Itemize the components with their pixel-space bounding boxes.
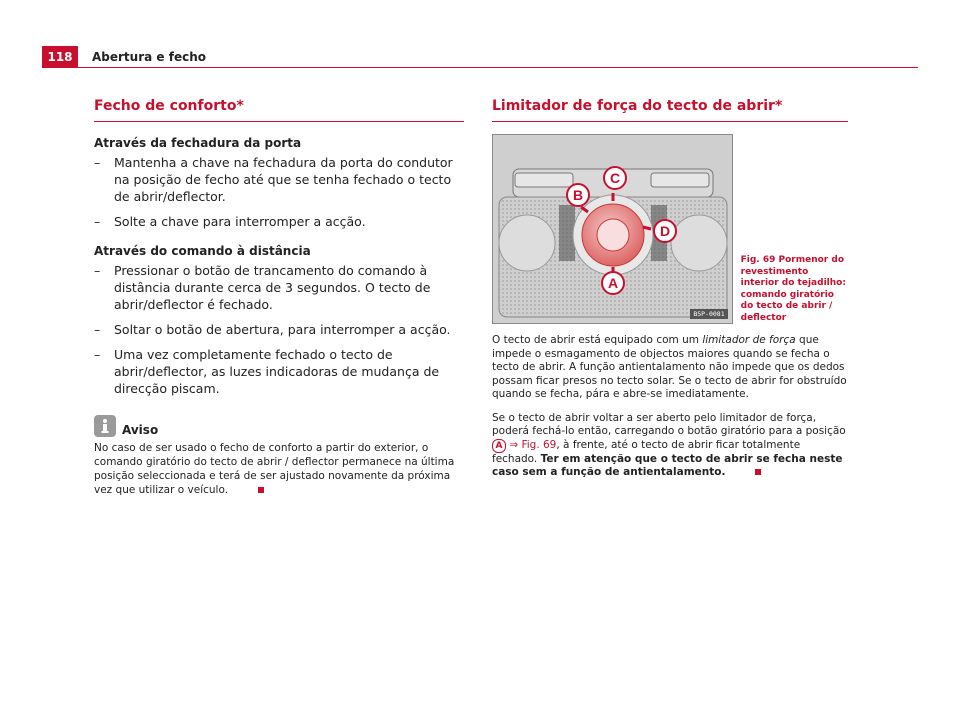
note-box: [94, 415, 464, 497]
step-dash: –: [94, 263, 101, 278]
step-text: Uma vez completamente fechado o tecto de abrir/deflector, as luzes indicadoras de mudança de direcção piscam.: [114, 347, 440, 396]
note-text: No caso de ser usado o fecho de conforto a partir do exterior, o comando giratório do tecto de abrir / deflector permanece na última posição seleccionada e terá de ser ajustado novamente da próxima vez que utilizar o veículo.: [94, 442, 455, 496]
step-text: Solte a chave para interromper a acção.: [114, 214, 366, 229]
figure-label-c: [604, 167, 626, 189]
figure-label-b-text: B: [572, 187, 584, 203]
section-rule: [94, 121, 464, 122]
step-dash: –: [94, 322, 101, 337]
note-title: Aviso: [122, 423, 159, 437]
header-title: Abertura e fecho: [92, 50, 206, 64]
end-of-section-marker: [258, 487, 264, 493]
step-item: [94, 346, 464, 397]
step-item: [94, 262, 464, 313]
paragraph-limiter: [492, 334, 848, 402]
figure-reference-link[interactable]: ⇒ Fig. 69: [506, 438, 557, 451]
subhead-remote: Através do comando à distância: [94, 244, 311, 258]
figure-label-c-text: C: [609, 170, 621, 186]
step-text: Mantenha a chave na fechadura da porta do condutor na posição de fecho até que se tenha fechado o tecto de abrir/deflector.: [114, 155, 453, 204]
note-body: [94, 441, 464, 497]
section-title-comfort-close: Fecho de conforto*: [94, 98, 244, 114]
step-dash: –: [94, 214, 101, 229]
para2-pre: Se o tecto de abrir voltar a ser aberto pelo limitador de força, poderá fechá-lo então, carregando o botão giratório para a posição: [492, 411, 846, 437]
figure-label-a-text: A: [607, 275, 619, 291]
subhead-door-lock: Através da fechadura da porta: [94, 136, 302, 150]
paragraph-reclose: [492, 412, 848, 480]
page-number: 118: [42, 46, 78, 68]
figure-row: [492, 134, 848, 324]
note-header: [94, 415, 464, 437]
left-column: [94, 98, 464, 497]
step-text: Soltar o botão de abertura, para interromper a acção.: [114, 322, 451, 337]
step-dash: –: [94, 347, 101, 362]
step-item: [94, 321, 464, 338]
step-text: Pressionar o botão de trancamento do comando à distância durante cerca de 3 segundos. O tecto de abrir/deflector é fechado.: [114, 263, 431, 312]
position-a-badge: A: [492, 439, 506, 453]
para1-pre: O tecto de abrir está equipado com um: [492, 334, 703, 346]
figure-roof-console: [492, 134, 733, 324]
step-item: [94, 154, 464, 205]
section-title-force-limiter: Limitador de força do tecto de abrir*: [492, 98, 783, 114]
para1-post: que impede o esmagamento de objectos maiores quando se fecha o tecto de abrir. A função antientalamento não impede que os dedos possam ficar presos no tecto solar. Se o tecto de abrir for obstruído quando se fecha, pára e abre-se imediatamente.: [492, 334, 847, 400]
para2-warning: Ter em atenção que o tecto de abrir se fecha neste caso sem a função de antientalamento.: [492, 452, 843, 478]
figure-label-b: [567, 184, 589, 206]
step-dash: –: [94, 155, 101, 170]
figure-label-a: [602, 272, 624, 294]
info-icon: [94, 415, 116, 437]
figure-code: B5P-0081: [690, 309, 727, 319]
para2-mid: , à frente, até o tecto de abrir ficar totalmente fechado.: [492, 438, 801, 465]
figure-label-d: [654, 220, 676, 242]
figure-caption: Fig. 69 Pormenor do revestimento interior do tejadilho: comando giratório do tecto de abrir / deflector: [740, 255, 846, 323]
header-rule: [42, 67, 918, 68]
figure-label-d-text: D: [659, 223, 671, 239]
para1-em: limitador de força: [702, 334, 796, 346]
roof-console-illustration: [493, 135, 733, 323]
right-column: [492, 98, 848, 480]
section-rule: [492, 121, 848, 122]
step-item: [94, 213, 464, 230]
end-of-section-marker: [755, 469, 761, 475]
